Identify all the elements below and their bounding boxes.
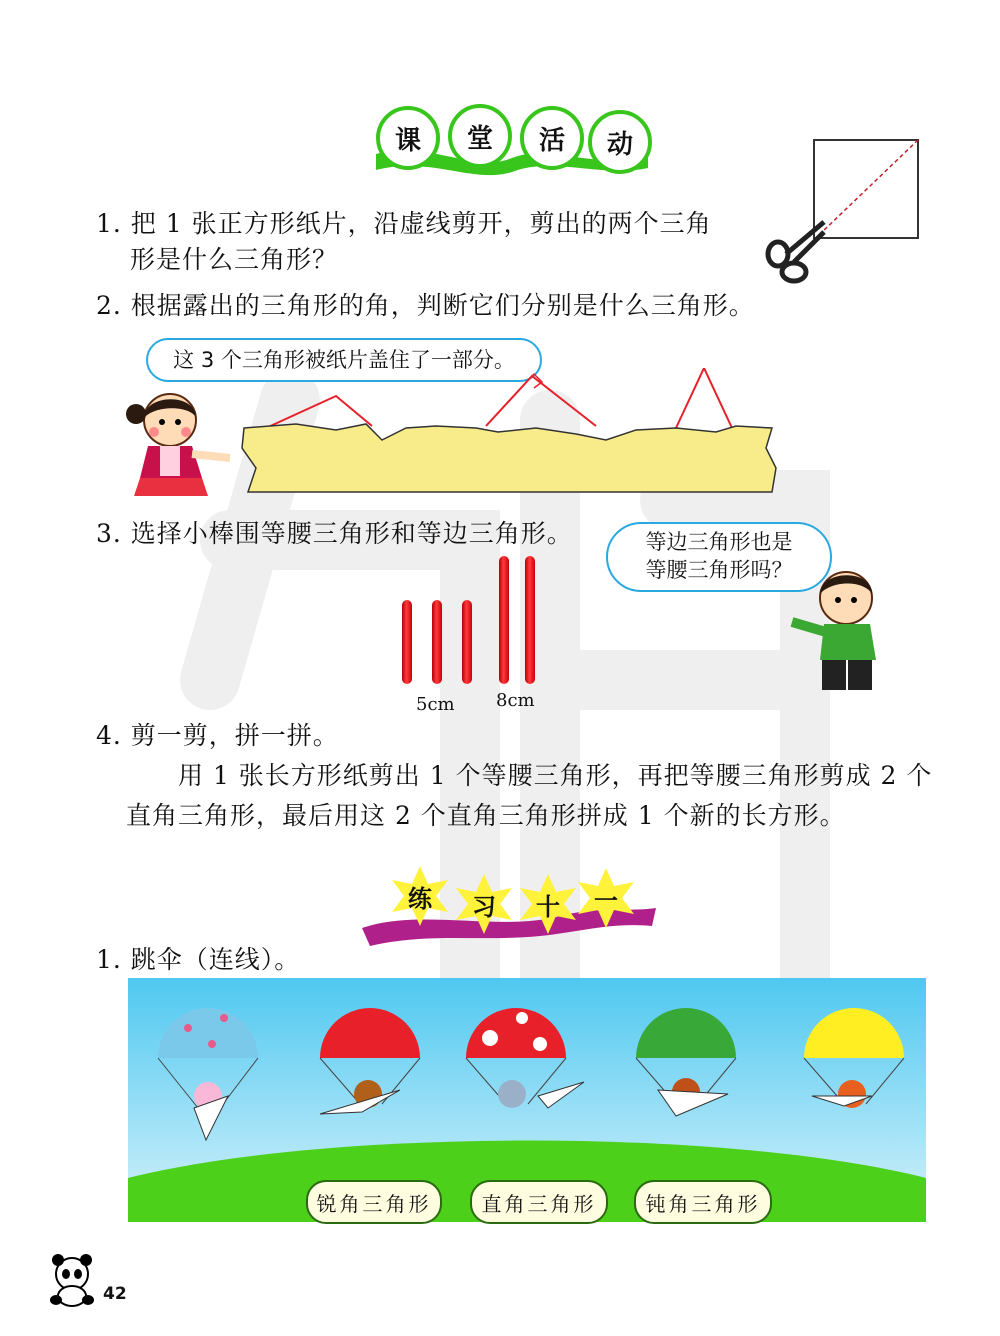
- panda-icon: [46, 1252, 100, 1308]
- girl-speech-bubble: 这 3 个三角形被纸片盖住了一部分。: [146, 338, 542, 382]
- heading-char-text: 一: [594, 885, 618, 915]
- heading-char: 活: [520, 106, 584, 170]
- rod-8cm: [525, 556, 535, 684]
- question-4-line1: 用 1 张长方形纸剪出 1 个等腰三角形，再把等腰三角形剪成 2 个: [178, 761, 933, 790]
- heading-char: [454, 874, 514, 934]
- covered-triangles-figure: [236, 368, 782, 496]
- rod-5cm: [432, 600, 442, 684]
- question-2: 2. 根据露出的三角形的角，判断它们分别是什么三角形。: [96, 291, 755, 320]
- heading-char-text: 十: [536, 891, 560, 921]
- option-obtuse-triangle[interactable]: 钝角三角形: [634, 1180, 772, 1224]
- question-4-title: 4. 剪一剪，拼一拼。: [96, 721, 339, 750]
- option-right-triangle[interactable]: 直角三角形: [470, 1180, 608, 1224]
- exercise-heading: [372, 866, 662, 946]
- heading-char: [576, 868, 636, 928]
- rod-5cm: [402, 600, 412, 684]
- question-3: 3. 选择小棒围等腰三角形和等边三角形。: [96, 519, 573, 548]
- rod-label-5cm: 5cm: [416, 694, 455, 715]
- exercise-question-1: 1. 跳伞（连线）。: [96, 945, 301, 974]
- scissors-icon: [764, 214, 834, 284]
- activity-heading: [372, 104, 652, 176]
- heading-char: 堂: [448, 104, 512, 168]
- heading-char: 课: [376, 106, 440, 170]
- option-acute-triangle[interactable]: 锐角三角形: [306, 1180, 442, 1224]
- heading-char-text: 练: [408, 883, 432, 913]
- girl-illustration: [116, 388, 236, 500]
- heading-char-text: 习: [472, 891, 496, 921]
- question-1-line2: 形是什么三角形？: [130, 245, 339, 274]
- boy-illustration: [788, 560, 898, 700]
- boy-bubble-line1: 等边三角形也是: [645, 530, 793, 554]
- heading-char: 动: [588, 110, 652, 174]
- rod-5cm: [462, 600, 472, 684]
- heading-char: [390, 866, 450, 926]
- boy-bubble-line2: 等腰三角形吗？: [645, 558, 793, 582]
- question-4-line2: 直角三角形，最后用这 2 个直角三角形拼成 1 个新的长方形。: [126, 801, 846, 830]
- rod-label-8cm: 8cm: [496, 690, 535, 711]
- heading-char: [518, 874, 578, 934]
- rod-8cm: [499, 556, 509, 684]
- page-number: 42: [103, 1284, 127, 1304]
- question-1-line1: 1. 把 1 张正方形纸片，沿虚线剪开，剪出的两个三角: [96, 209, 712, 238]
